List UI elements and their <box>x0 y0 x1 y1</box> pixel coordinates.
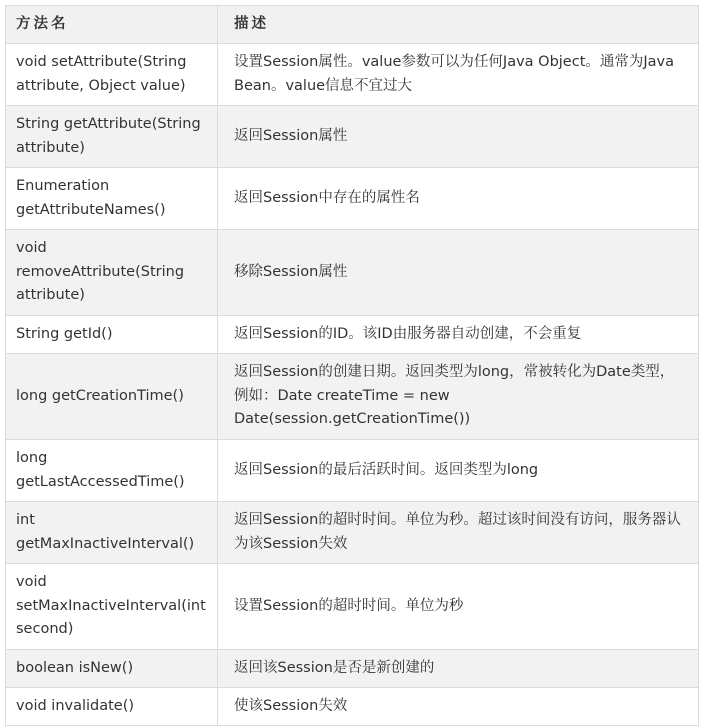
method-cell: void invalidate() <box>6 688 218 726</box>
header-description: 描述 <box>218 6 699 44</box>
table-row <box>6 106 699 168</box>
method-cell: Enumeration getAttributeNames() <box>6 168 218 230</box>
method-cell: String getId() <box>6 316 218 354</box>
table-row <box>6 354 699 440</box>
description-cell: 设置Session属性。value参数可以为任何Java Object。通常为Java Bean。value信息不宜过大 <box>218 44 699 106</box>
table-header-row <box>6 6 699 44</box>
method-cell: int getMaxInactiveInterval() <box>6 502 218 564</box>
description-cell: 返回Session的超时时间。单位为秒。超过该时间没有访问，服务器认为该Session失效 <box>218 502 699 564</box>
description-cell: 返回Session的创建日期。返回类型为long，常被转化为Date类型，例如：Date createTime = new Date(session.getCreationTime()) <box>218 354 699 440</box>
method-cell: void setMaxInactiveInterval(int second) <box>6 564 218 650</box>
description-cell: 返回Session的ID。该ID由服务器自动创建，不会重复 <box>218 316 699 354</box>
method-cell: long getLastAccessedTime() <box>6 440 218 502</box>
table-row <box>6 502 699 564</box>
method-cell: String getAttribute(String attribute) <box>6 106 218 168</box>
description-cell: 移除Session属性 <box>218 230 699 316</box>
table-row <box>6 316 699 354</box>
description-cell: 返回该Session是否是新创建的 <box>218 650 699 688</box>
method-cell: void removeAttribute(String attribute) <box>6 230 218 316</box>
description-cell: 返回Session的最后活跃时间。返回类型为long <box>218 440 699 502</box>
session-methods-table <box>5 5 699 726</box>
table-row <box>6 564 699 650</box>
description-cell: 返回Session中存在的属性名 <box>218 168 699 230</box>
table-row <box>6 688 699 726</box>
table-row <box>6 440 699 502</box>
table-row <box>6 168 699 230</box>
description-cell: 使该Session失效 <box>218 688 699 726</box>
method-cell: void setAttribute(String attribute, Object value) <box>6 44 218 106</box>
table-row <box>6 650 699 688</box>
header-method-name: 方法名 <box>6 6 218 44</box>
description-cell: 设置Session的超时时间。单位为秒 <box>218 564 699 650</box>
table-row <box>6 230 699 316</box>
method-cell: long getCreationTime() <box>6 354 218 440</box>
description-cell: 返回Session属性 <box>218 106 699 168</box>
table-row <box>6 44 699 106</box>
method-cell: boolean isNew() <box>6 650 218 688</box>
